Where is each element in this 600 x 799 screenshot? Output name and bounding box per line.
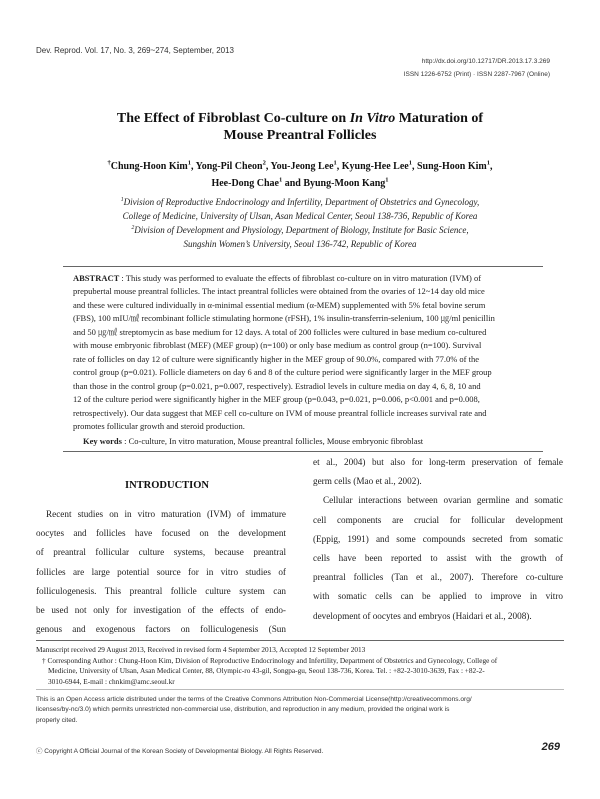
corresponding-author: † Corresponding Author : Chung-Hoon Kim, Division of Reproductive Endocrinology and Infertility, Department of Obstetrics and Gynecology, College of Medicine, University of Ulsan, Asan Medical Center, 88, Olympic-ro 43-gil, Songpa-gu, Seoul 138-736, Korea. Tel. : +82-2-3010-3639, Fax : +82-2- 3010-6944, E-mail : chnkim@amc.seoul.kr	[42, 655, 498, 686]
affiliation-1: $^1$Division of Reproductive Endocrinology and Infertility, Department of Obstetrics and Gynecology,	[120, 197, 480, 207]
affiliations: $^1$Division of Reproductive Endocrinology and Infertility, Department of Obstetrics and Gynecology, College of Medicine, University of Ulsan, Asan Medical Center, Seoul 138-736, Republic of Korea $^2$Division of Development and Physiology, Department of Biology, Institute for Basic Science, Sungshin Women’s University, Seoul 136-742, Republic of Korea	[40, 195, 560, 251]
title-line-1: The Effect of Fibroblast Co-culture on In Vitro Maturation of	[116, 111, 484, 126]
divider-abstract-bottom	[63, 451, 543, 452]
abstract	[73, 272, 543, 449]
abstract-line: promotes follicular growth and steroid production.	[73, 420, 245, 431]
abstract-line: and these were cultured individually in α-minimal essential medium (α-MEM) supplemented with 5% fetal bovine serum	[73, 299, 486, 310]
abstract-body	[73, 272, 543, 433]
text-line: cell components are crucial for follicular development	[313, 514, 563, 525]
text-line: follicles are large potential source for in vitro studies of	[36, 566, 286, 577]
page-number: 269	[541, 741, 560, 753]
text-line: of preantral follicular culture systems, because preantral	[36, 547, 286, 558]
intro-column-right	[313, 453, 563, 626]
copyright-notice: ⓒ Copyright A Official Journal of the Korean Society of Developmental Biology. All Rights Reserved.	[36, 748, 324, 755]
abstract-line: and 50 ㎍/㎖ streptomycin as base medium for 12 days. A total of 200 follicles were cultured in base medium co-cultured	[73, 326, 487, 337]
text-line: germ cells (Mao et al., 2002).	[313, 476, 422, 487]
text-line: (Eppig, 1991) and some compounds secreted from somatic	[313, 533, 563, 544]
paper-title	[0, 110, 600, 144]
journal-citation: Dev. Reprod. Vol. 17, No. 3, 269~274, September, 2013	[36, 46, 234, 55]
abstract-line: with mouse embryonic fibroblast (MEF) (MEF group) (n=100) or only base medium as control group (n=100). Survival	[73, 340, 482, 351]
divider-open-access	[36, 689, 564, 690]
divider-abstract-top	[63, 266, 543, 267]
title-line-2: Mouse Preantral Follicles	[223, 128, 377, 143]
text-line: Recent studies on in vitro maturation (IVM) of immature	[46, 509, 286, 519]
abstract-line: ABSTRACT : This study was performed to evaluate the effects of fibroblast co-culture on in vitro maturation (IVM) of	[73, 273, 482, 283]
text-line: be used not only for investigation of the effects of endo-	[36, 604, 286, 615]
text-line: with somatic cells can be applied to improve in vitro	[313, 591, 563, 602]
text-line: Cellular interactions between ovarian germline and somatic	[323, 495, 563, 506]
text-line: folliculogenesis. This preantral follicle culture system can	[36, 585, 286, 596]
divider-footnotes	[36, 640, 564, 641]
affiliation-2: $^2$Division of Development and Physiology, Department of Biology, Institute for Basic Science,	[131, 225, 469, 235]
abstract-line: control group (p=0.021). Follicle diameters on day 6 and 8 of the culture period were significantly larger in the MEF group	[73, 367, 492, 378]
intro-column-left	[36, 505, 286, 639]
abstract-line: retrospectively). Our data suggest that MEF cell co-culture on IVM of mouse preantral follicle increases survival rate and	[73, 407, 487, 418]
open-access-notice: This is an Open Access article distributed under the terms of the Creative Commons Attribution Non-Commercial License(http://creativecommons.org/ licenses/by-nc/3.0) which permits unrestricted non-commercial use, distribution, and reproduction in any medium, provided the original work is properly cited.	[36, 696, 472, 724]
abstract-line: than those in the control group (p=0.021, p=0.007, respectively). Estradiol levels in culture media on day 4, 6, 8, 10 and	[73, 380, 481, 391]
abstract-line: prepubertal mouse preantral follicles. The intact preantral follicles were obtained from the ovaries of 12~14 day old mice	[73, 286, 485, 297]
text-line: et al., 2004) but also for long-term preservation of female	[313, 457, 563, 467]
text-line: development of oocytes and embryos (Haidari et al., 2008).	[313, 610, 532, 621]
section-heading-introduction: INTRODUCTION	[124, 480, 209, 491]
author-list: †Chung-Hoon Kim$^1$, Yong-Pil Cheon$^2$, You-Jeong Lee$^1$, Kyung-Hee Lee$^1$, Sung-Hoon Kim$^1$, Hee-Dong Chae$^1$ and Byung-Moon Kang$^1$	[107, 159, 493, 189]
footnotes	[36, 645, 564, 687]
doi-link[interactable]: http://dx.doi.org/10.12717/DR.2013.17.3.269	[421, 58, 550, 65]
text-line: preantral follicles (Tan et al., 2007). Therefore co-culture	[313, 572, 563, 583]
issn: ISSN 1226-6752 (Print) · ISSN 2287-7967 (Online)	[403, 71, 550, 78]
abstract-line: rate of follicles on day 12 of culture were significantly higher in the MEF group of 90.0%, compared with 77.0% of the	[73, 353, 480, 364]
abstract-line: 12 of the culture period were significantly higher in the MEF group (p=0.043, p=0.021, p=0.006, p<0.001 and p=0.008,	[73, 394, 480, 405]
text-line: oocytes and follicles have focused on the development	[36, 528, 286, 539]
manuscript-dates: Manuscript received 29 August 2013, Received in revised form 4 September 2013, Accepted 12 September 2013	[36, 645, 366, 654]
keywords: Key words : Co-culture, In vitro maturation, Mouse preantral follicles, Mouse embryonic fibroblast	[83, 436, 424, 447]
text-line: cells have been reported to assist with the growth of	[313, 552, 563, 563]
text-line: genous and exogenous factors on folliculogenesis (Sun	[36, 624, 286, 635]
abstract-line: (FBS), 100 mIU/㎖ recombinant follicle stimulating hormone (rFSH), 1% insulin-transferrin-selenium, 100 ㎍/ml penicillin	[73, 313, 495, 324]
